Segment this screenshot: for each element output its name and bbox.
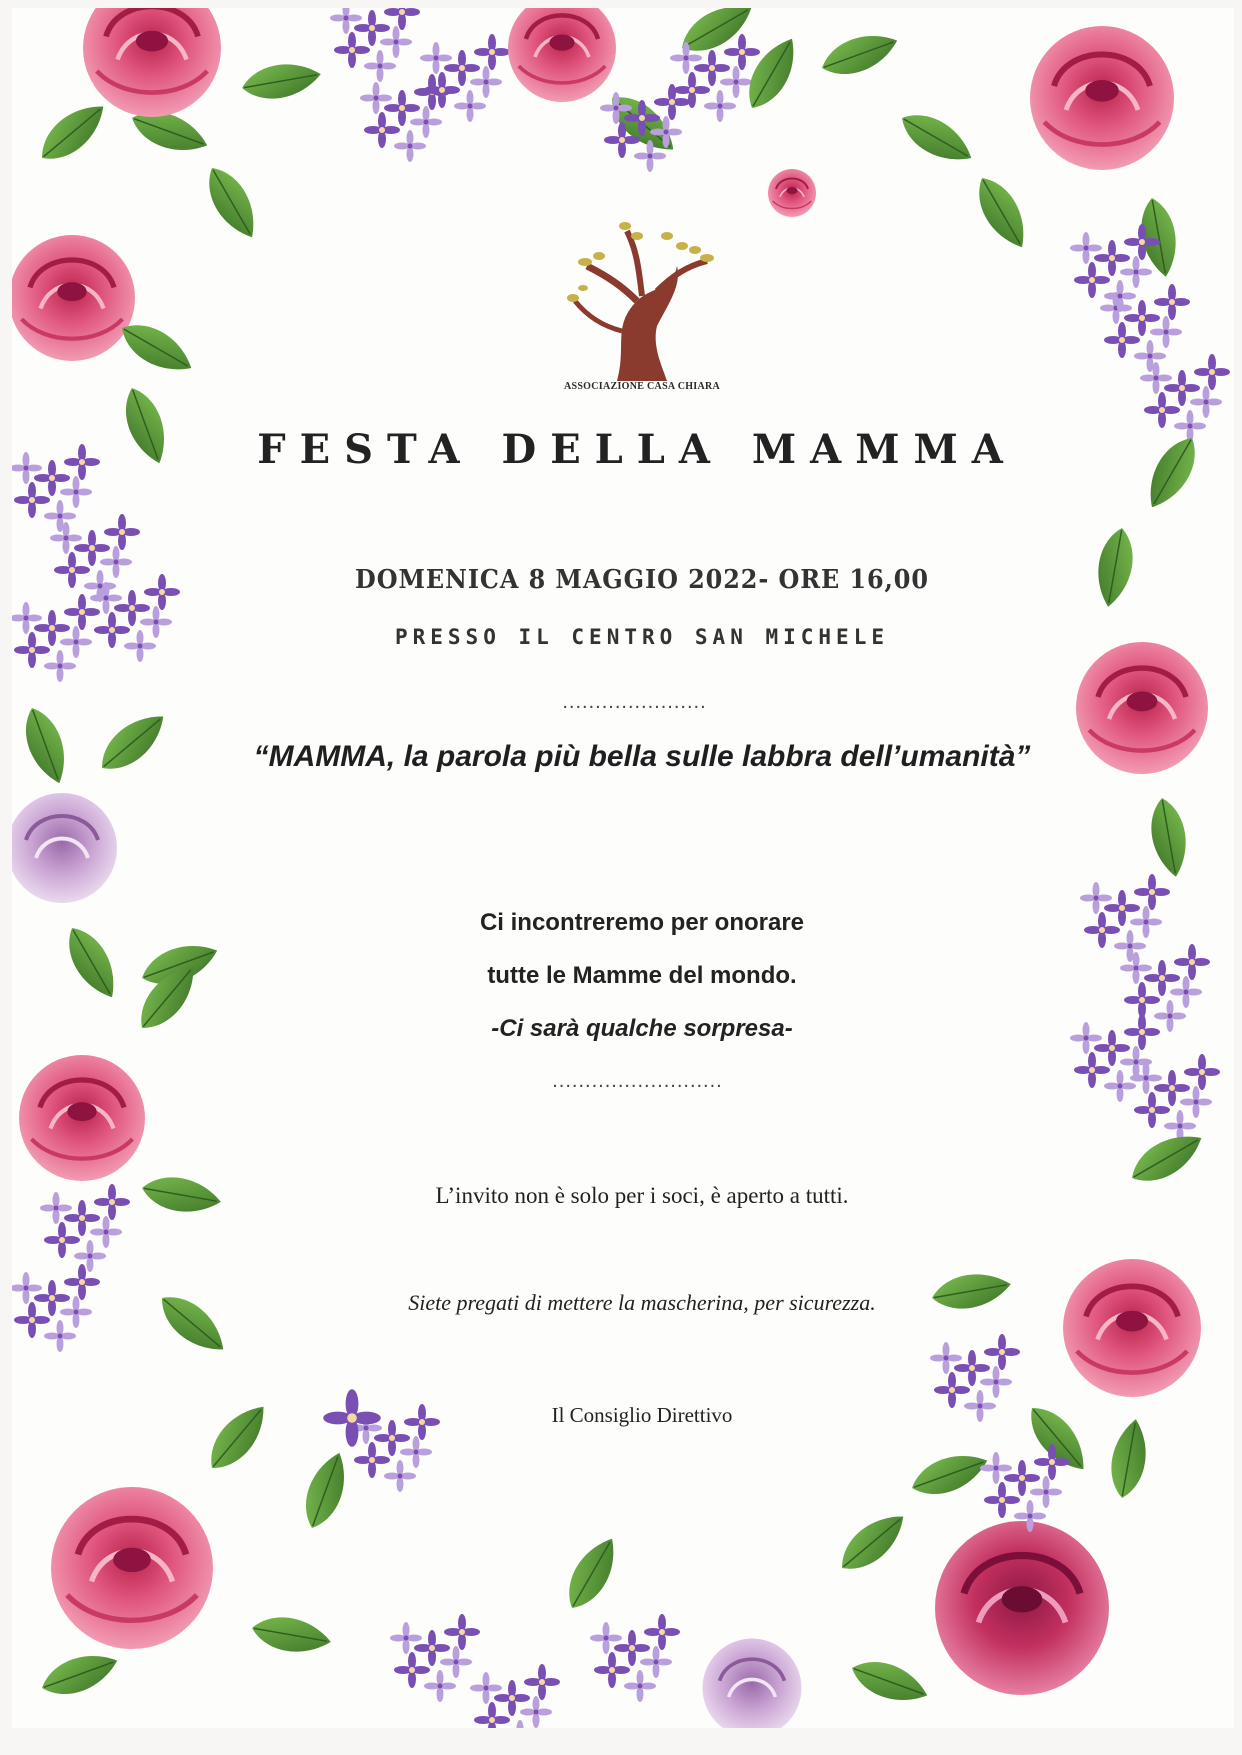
signature: Il Consiglio Direttivo: [551, 1403, 733, 1427]
body-line: -Ci sarà qualche sorpresa-: [491, 1015, 793, 1042]
mask-note: Siete pregati di mettere la mascherina, per sicurezza.: [408, 1290, 876, 1315]
flowers-right: [929, 525, 1220, 1480]
flowers-left: [12, 444, 234, 1362]
logo-caption: ASSOCIAZIONE CASA CHIARA: [563, 381, 721, 392]
invite-note: L’invito non è solo per i soci, è aperto a tutti.: [435, 1183, 849, 1208]
separator-dots: ..........................: [552, 1070, 723, 1092]
quote: “MAMMA, la parola più bella sulle labbra dell’umanità”: [253, 740, 1031, 773]
body-line: Ci incontreremo per onorare: [479, 909, 805, 936]
event-date: DOMENICA 8 MAGGIO 2022- ORE 16,00: [355, 565, 929, 595]
tree-logo-icon: [557, 206, 727, 386]
event-venue: PRESSO IL CENTRO SAN MICHELE: [394, 625, 889, 649]
flowers-bottom: [36, 1389, 1152, 1728]
page-title: FESTA DELLA MAMMA: [257, 426, 1017, 473]
flyer-page: [12, 8, 1234, 1728]
body-line: tutte le Mamme del mondo.: [487, 962, 797, 989]
separator-dots: ......................: [562, 691, 707, 713]
rose-top-left: [12, 8, 510, 469]
